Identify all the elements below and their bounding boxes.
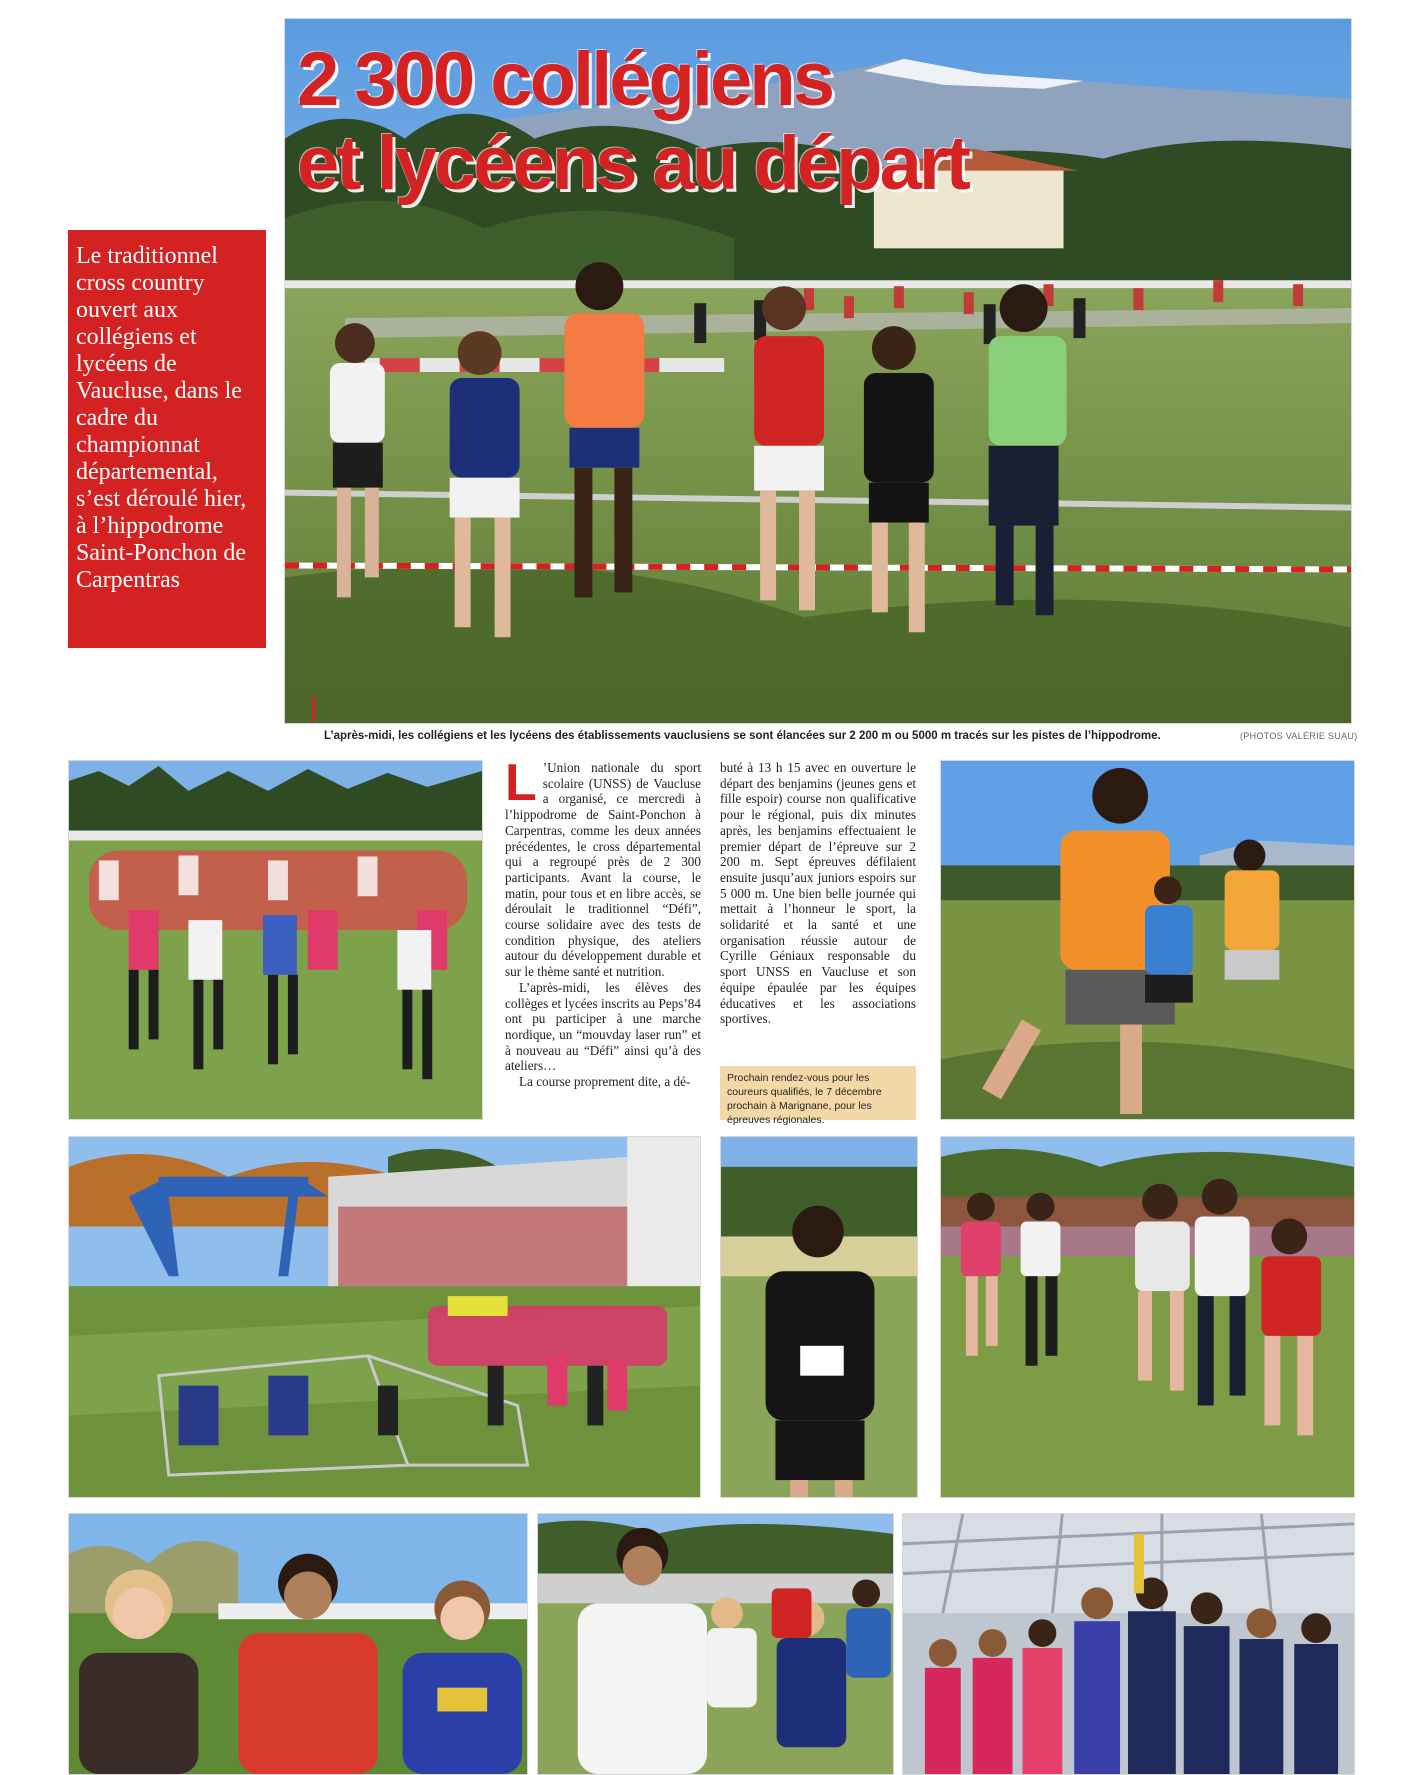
article-column-1 <box>505 754 701 1090</box>
article-col1-para2: L’après-midi, les élèves des collèges et lycées inscrits au Peps’84 ont pu participer à une marche nordique, un “mouvday laser run” et à nouveau au “Défi” ainsi qu’à des ateliers… <box>505 979 701 1074</box>
photo-black-shirt-runner <box>720 1136 918 1498</box>
article-col1-para1: ’Union nationale du sport scolaire (UNSS) de Vaucluse a organisé, ce mercredi à l’hippodrome de Saint-Ponchon à Carpentras, comme les deux années précédentes, le cross départemental qui a regroupé près de 2 300 participants. Avant la course, le matin, pour tous et en libre accès, se déroulait le traditionnel “Défi”, course solidaire avec des tests de condition physique, des ateliers autour du développement durable et sur le thème santé et nutrition. <box>505 760 701 980</box>
drop-cap: L <box>505 754 537 812</box>
photo-start-arch-stands <box>68 1136 701 1498</box>
photo-girls-running <box>940 1136 1355 1498</box>
article-column-2 <box>720 760 916 1027</box>
photo-three-kids <box>68 1513 528 1775</box>
photo-white-shirt-runner <box>537 1513 894 1775</box>
headline <box>297 38 1057 206</box>
article-col1-para3: La course proprement dite, a dé- <box>519 1074 691 1090</box>
headline-line-1: 2 300 collégiens <box>297 37 832 122</box>
photo-credit: (PHOTOS VALÉRIE SUAU) <box>1240 731 1358 741</box>
headline-line-2: et lycéens au départ <box>297 121 968 206</box>
photo-crowd-start <box>68 760 483 1120</box>
main-photo-caption: L’après-midi, les collégiens et les lycéens des établissements vauclusiens se sont élancées sur 2 200 m ou 5000 m tracés sur les pistes de l’hippodrome. <box>324 730 1161 742</box>
next-event-box: Prochain rendez-vous pour les coureurs qualifiés, le 7 décembre prochain à Marignane, pour les épreuves régionales. <box>720 1066 916 1120</box>
photo-orange-runner <box>940 760 1355 1120</box>
caption-accent-bar <box>312 697 315 722</box>
article-col2-para1: buté à 13 h 15 avec en ouverture le départ des benjamins (jeunes gens et fille espoir) course non qualificative pour le régional, puis dix minutes après, les benjamins effectuaient le premier départ de l’épreuve sur 2 200 m. Sept épreuves défilaient ensuite jusqu’aux juniors espoirs sur 5 000 m. Une bien belle journée qui mettait à l’honneur le sport, la solidarité et la santé et une organisation réussie autour de Cyrille Géniaux responsable du sport UNSS en Vaucluse et son équipe épaulée par les équipes éducatives et les associations sportives. <box>720 760 916 1027</box>
intro-box: Le traditionnel cross country ouvert aux collégiens et lycéens de Vaucluse, dans le cadre du championnat départemental, s’est déroulé hier, à l’hippodrome Saint-Ponchon de Carpentras <box>68 230 266 648</box>
photo-podium <box>902 1513 1355 1775</box>
